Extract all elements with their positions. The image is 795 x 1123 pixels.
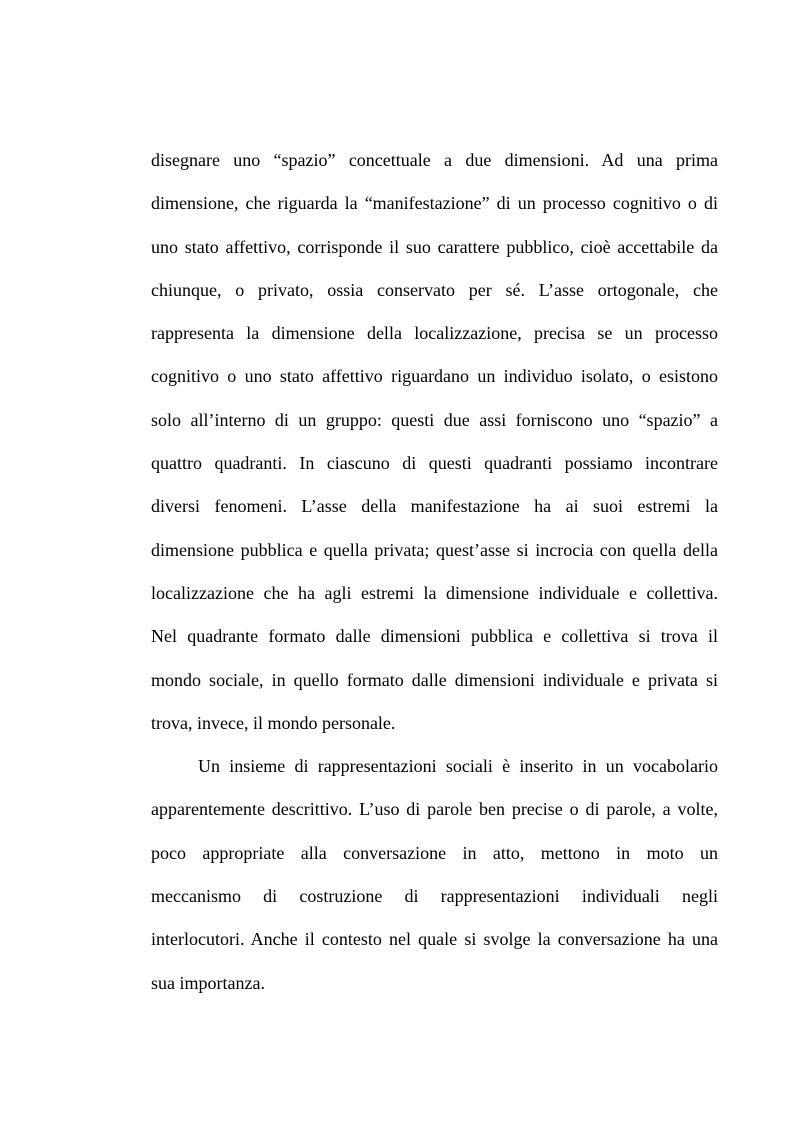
text-line: mondo sociale, in quello formato dalle dimensioni individuale e privata si [151, 669, 718, 690]
text-line: poco appropriate alla conversazione in atto, mettono in moto un [151, 842, 718, 863]
text-line: Un insieme di rappresentazioni sociali è inserito in un vocabolario [198, 756, 718, 777]
text-line: trova, invece, il mondo personale. [151, 712, 396, 733]
text-line: dimensione pubblica e quella privata; quest’asse si incrocia con quella della [151, 539, 718, 560]
text-line: dimensione, che riguarda la “manifestazione” di un processo cognitivo o di [151, 193, 718, 214]
text-line: quattro quadranti. In ciascuno di questi quadranti possiamo incontrare [151, 453, 718, 474]
text-line: localizzazione che ha agli estremi la dimensione individuale e collettiva. [151, 582, 718, 603]
text-line: chiunque, o privato, ossia conservato per sé. L’asse ortogonale, che [151, 279, 718, 300]
text-line: uno stato affettivo, corrisponde il suo carattere pubblico, cioè accettabile da [151, 236, 718, 257]
text-line: disegnare uno “spazio” concettuale a due dimensioni. Ad una prima [151, 150, 718, 170]
text-line: solo all’interno di un gruppo: questi due assi forniscono uno “spazio” a [151, 409, 718, 430]
text-line: sua importanza. [151, 972, 265, 993]
text-line: cognitivo o uno stato affettivo riguardano un individuo isolato, o esistono [151, 366, 718, 387]
text-line: Nel quadrante formato dalle dimensioni pubblica e collettiva si trova il [151, 626, 718, 647]
text-line: apparentemente descrittivo. L’uso di parole ben precise o di parole, a volte, [151, 799, 718, 820]
paragraph-2 [151, 745, 718, 1005]
body-text [151, 139, 718, 1005]
paragraph-1 [151, 139, 718, 745]
text-line: rappresenta la dimensione della localizzazione, precisa se un processo [151, 323, 718, 344]
text-line: meccanismo di costruzione di rappresentazioni individuali negli [151, 886, 718, 907]
text-line: diversi fenomeni. L’asse della manifestazione ha ai suoi estremi la [151, 496, 718, 517]
text-line: interlocutori. Anche il contesto nel quale si svolge la conversazione ha una [151, 929, 718, 950]
